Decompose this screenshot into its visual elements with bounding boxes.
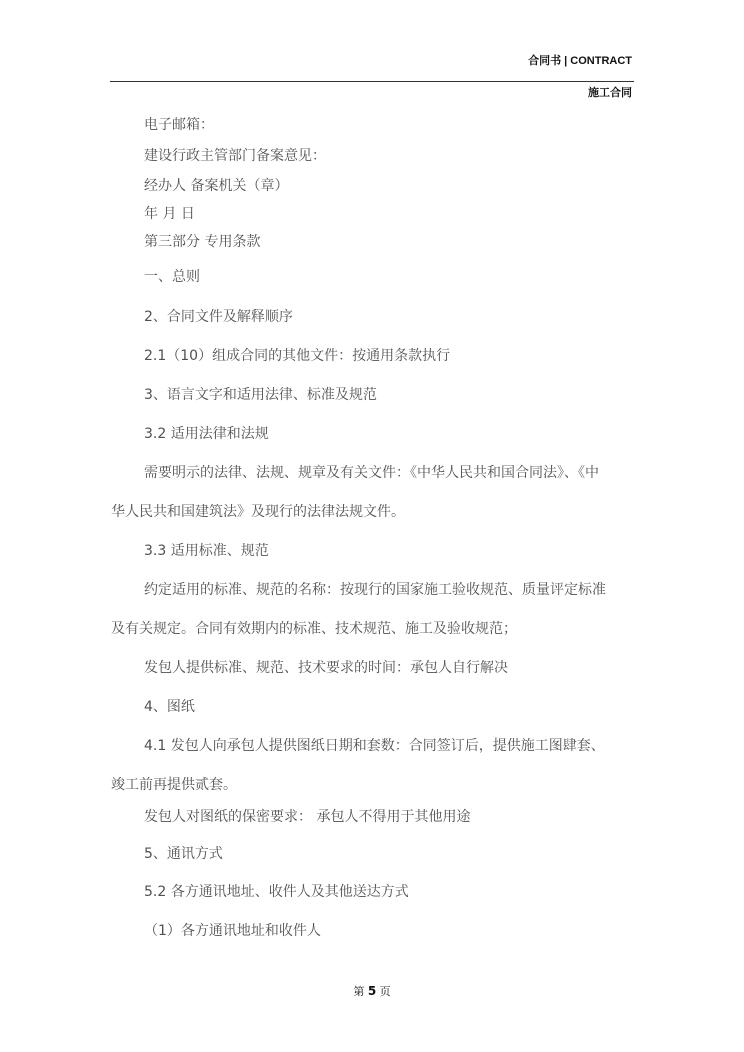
body-line-email: 电子邮箱：: [144, 117, 214, 133]
body-line-date: 年 月 日: [144, 206, 195, 222]
body-line-laws-2: 华人民共和国建筑法》及现行的法律法规文件。: [111, 504, 405, 520]
body-line-part-three: 第三部分 专用条款: [144, 234, 261, 250]
page-number: 5: [367, 984, 377, 998]
body-line-confidentiality: 发包人对图纸的保密要求： 承包人不得用于其他用途: [144, 809, 471, 825]
page-footer: [0, 983, 744, 999]
body-line-standards-1: 约定适用的标准、规范的名称：按现行的国家施工验收规范、质量评定标准: [144, 582, 606, 598]
body-line-section-3-3: 3.3 适用标准、规范: [144, 543, 269, 559]
body-line-section-3-2: 3.2 适用法律和法规: [144, 426, 269, 442]
body-line-section-4: 4、图纸: [144, 699, 195, 715]
body-line-section-3: 3、语言文字和适用法律、标准及规范: [144, 387, 377, 403]
body-line-laws-1: 需要明示的法律、法规、规章及有关文件：《中华人民共和国合同法》、《中: [144, 465, 599, 481]
body-line-filing-opinion: 建设行政主管部门备案意见：: [144, 148, 326, 164]
footer-prefix: 第: [353, 985, 365, 998]
body-line-section-4-1: 4.1 发包人向承包人提供图纸日期和套数：合同签订后，提供施工图肆套、: [144, 738, 605, 754]
footer-suffix: 页: [379, 985, 391, 998]
header-divider: [110, 81, 634, 82]
body-line-handler: 经办人 备案机关（章）: [144, 178, 289, 194]
header-title: 合同书 | CONTRACT: [528, 55, 632, 67]
body-line-section-4-1-cont: 竣工前再提供贰套。: [111, 777, 237, 793]
body-line-general: 一、总则: [144, 269, 200, 285]
body-line-section-5-2-1: （1）各方通讯地址和收件人: [144, 923, 321, 939]
body-line-section-2: 2、合同文件及解释顺序: [144, 309, 293, 325]
body-line-section-5: 5、通讯方式: [144, 846, 223, 862]
header-subtitle: 施工合同: [588, 86, 632, 99]
body-line-section-2-1: 2.1（10）组成合同的其他文件：按通用条款执行: [144, 348, 451, 364]
body-line-standards-2: 及有关规定。合同有效期内的标准、技术规范、施工及验收规范；: [111, 621, 517, 637]
body-line-section-5-2: 5.2 各方通讯地址、收件人及其他送达方式: [144, 884, 409, 900]
body-line-standards-time: 发包人提供标准、规范、技术要求的时间：承包人自行解决: [144, 660, 508, 676]
